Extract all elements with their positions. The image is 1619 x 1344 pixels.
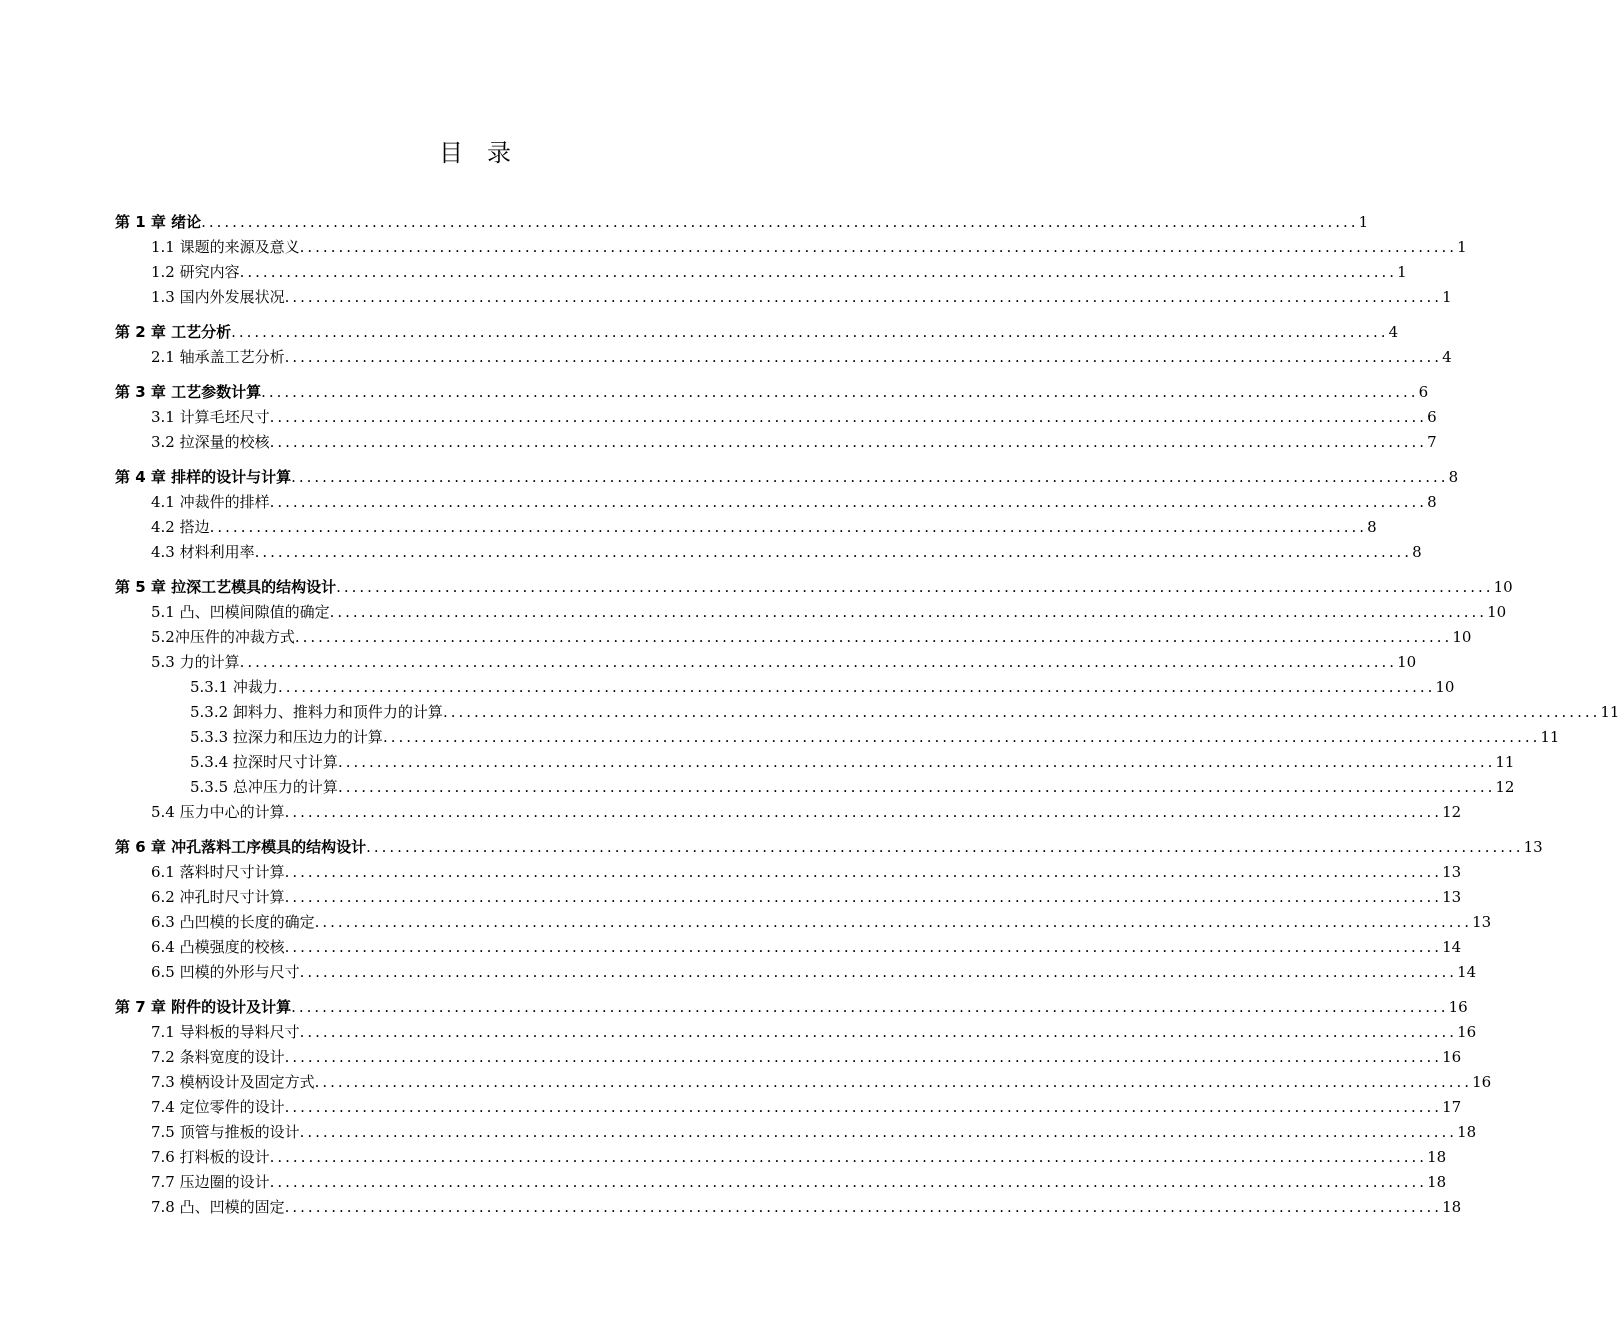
- toc-entry-5-2[interactable]: [115, 625, 1472, 650]
- toc-page-number: 13: [1523, 838, 1543, 856]
- toc-entry-5-3-2[interactable]: [115, 700, 1619, 725]
- dot-leader: .....................................................................................................................................................: [284, 863, 1443, 881]
- toc-label: 7.3 模柄设计及固定方式: [151, 1073, 315, 1091]
- dot-leader: .....................................................................................................................................................: [284, 288, 1443, 306]
- toc-label: 7.1 导料板的导料尺寸: [151, 1023, 300, 1041]
- toc-page-number: 18: [1442, 1198, 1462, 1216]
- toc-entry-5-1[interactable]: [115, 600, 1507, 625]
- dot-leader: .....................................................................................................................................................: [291, 468, 1449, 486]
- dot-leader: .....................................................................................................................................................: [201, 213, 1359, 231]
- page-title: 目 录: [439, 139, 511, 167]
- toc-entry-6-1[interactable]: [115, 860, 1462, 885]
- toc-entry-5-3-1[interactable]: [115, 675, 1455, 700]
- toc-label: 7.4 定位零件的设计: [151, 1098, 285, 1116]
- toc-page-number: 16: [1448, 998, 1468, 1016]
- toc-label: 第 5 章 拉深工艺模具的结构设计: [115, 578, 337, 596]
- dot-leader: .....................................................................................................................................................: [269, 493, 1428, 511]
- toc-label: 1.2 研究内容: [151, 263, 240, 281]
- toc-entry-chapter-5[interactable]: [115, 575, 1513, 600]
- toc-label: 3.2 拉深量的校核: [151, 433, 270, 451]
- dot-leader: .....................................................................................................................................................: [284, 938, 1443, 956]
- toc-label: 第 3 章 工艺参数计算: [115, 383, 262, 401]
- toc-page-number: 13: [1442, 863, 1462, 881]
- toc-label: 6.2 冲孔时尺寸计算: [151, 888, 285, 906]
- toc-label: 第 7 章 附件的设计及计算: [115, 998, 292, 1016]
- toc-entry-5-4[interactable]: [115, 800, 1462, 825]
- toc-label: 4.3 材料利用率: [151, 543, 255, 561]
- toc-label: 5.3.1 冲裁力: [190, 678, 278, 696]
- toc-entry-chapter-4[interactable]: [115, 465, 1459, 490]
- dot-leader: .....................................................................................................................................................: [366, 838, 1524, 856]
- toc-page-number: 4: [1442, 348, 1452, 366]
- toc-label: 5.3.2 卸料力、推料力和顶件力的计算: [190, 703, 443, 721]
- toc-entry-chapter-2[interactable]: [115, 320, 1399, 345]
- dot-leader: .....................................................................................................................................................: [239, 653, 1398, 671]
- toc-page-number: 7: [1427, 433, 1437, 451]
- toc-page-number: 16: [1442, 1048, 1462, 1066]
- toc-label: 1.1 课题的来源及意义: [151, 238, 300, 256]
- toc-label: 6.4 凸模强度的校核: [151, 938, 285, 956]
- toc-page-number: 16: [1457, 1023, 1477, 1041]
- toc-page-number: 10: [1435, 678, 1455, 696]
- toc-page-number: 16: [1472, 1073, 1492, 1091]
- toc-label: 6.3 凸凹模的长度的确定: [151, 913, 315, 931]
- toc-label: 6.1 落料时尺寸计算: [151, 863, 285, 881]
- toc-entry-7-3[interactable]: [115, 1070, 1492, 1095]
- toc-label: 5.2冲压件的冲裁方式: [151, 628, 295, 646]
- toc-label: 5.4 压力中心的计算: [151, 803, 285, 821]
- dot-leader: .....................................................................................................................................................: [284, 1048, 1443, 1066]
- toc-page-number: 6: [1418, 383, 1429, 401]
- toc-entry-4-3[interactable]: [115, 540, 1422, 565]
- toc-page-number: 14: [1442, 938, 1462, 956]
- toc-page-number: 12: [1442, 803, 1462, 821]
- toc-entry-3-1[interactable]: [115, 405, 1437, 430]
- toc-label: 7.2 条料宽度的设计: [151, 1048, 285, 1066]
- toc-page-number: 18: [1457, 1123, 1477, 1141]
- toc-page-number: 12: [1495, 778, 1515, 796]
- toc-page-number: 1: [1358, 213, 1369, 231]
- dot-leader: .....................................................................................................................................................: [291, 998, 1449, 1016]
- toc-label: 7.8 凸、凹模的固定: [151, 1198, 285, 1216]
- toc-entry-7-5[interactable]: [115, 1120, 1477, 1145]
- toc-page-number: 11: [1600, 703, 1619, 721]
- toc-entry-1-2[interactable]: [115, 260, 1407, 285]
- toc-label: 4.2 搭边: [151, 518, 210, 536]
- toc-page-number: 13: [1442, 888, 1462, 906]
- toc-label: 5.3.5 总冲压力的计算: [190, 778, 338, 796]
- toc-label: 7.7 压边圈的设计: [151, 1173, 270, 1191]
- toc-label: 3.1 计算毛坯尺寸: [151, 408, 270, 426]
- dot-leader: .....................................................................................................................................................: [269, 1173, 1428, 1191]
- dot-leader: .....................................................................................................................................................: [382, 728, 1541, 746]
- toc-label: 第 1 章 绪论: [115, 213, 202, 231]
- dot-leader: .....................................................................................................................................................: [284, 888, 1443, 906]
- toc-page-number: 17: [1442, 1098, 1462, 1116]
- dot-leader: .....................................................................................................................................................: [269, 433, 1428, 451]
- toc-entry-3-2[interactable]: [115, 430, 1437, 455]
- toc-page-number: 10: [1397, 653, 1417, 671]
- toc-entry-chapter-1[interactable]: [115, 210, 1369, 235]
- toc-entry-5-3-4[interactable]: [115, 750, 1515, 775]
- dot-leader: .....................................................................................................................................................: [284, 348, 1443, 366]
- toc-page-number: 10: [1493, 578, 1513, 596]
- dot-leader: .....................................................................................................................................................: [299, 1023, 1458, 1041]
- toc-entry-4-1[interactable]: [115, 490, 1437, 515]
- dot-leader: .....................................................................................................................................................: [336, 578, 1494, 596]
- toc-label: 7.6 打料板的设计: [151, 1148, 270, 1166]
- dot-leader: .....................................................................................................................................................: [284, 1098, 1443, 1116]
- dot-leader: .....................................................................................................................................................: [299, 1123, 1458, 1141]
- dot-leader: .....................................................................................................................................................: [314, 913, 1473, 931]
- toc-page-number: 8: [1367, 518, 1377, 536]
- dot-leader: .....................................................................................................................................................: [299, 238, 1458, 256]
- toc-page-number: 14: [1457, 963, 1477, 981]
- toc-page-number: 10: [1452, 628, 1472, 646]
- toc-label: 7.5 顶管与推板的设计: [151, 1123, 300, 1141]
- toc-entry-chapter-6[interactable]: [115, 835, 1543, 860]
- toc-entry-7-8[interactable]: [115, 1195, 1462, 1220]
- toc-entry-5-3-5[interactable]: [115, 775, 1515, 800]
- toc-entry-7-2[interactable]: [115, 1045, 1462, 1070]
- toc-label: 第 6 章 冲孔落料工序模具的结构设计: [115, 838, 367, 856]
- toc-label: 第 2 章 工艺分析: [115, 323, 232, 341]
- dot-leader: .....................................................................................................................................................: [231, 323, 1389, 341]
- toc-label: 5.3 力的计算: [151, 653, 240, 671]
- toc-page-number: 1: [1442, 288, 1452, 306]
- toc-entry-1-3[interactable]: [115, 285, 1452, 310]
- dot-leader: .....................................................................................................................................................: [261, 383, 1419, 401]
- toc-entry-6-3[interactable]: [115, 910, 1492, 935]
- dot-leader: .....................................................................................................................................................: [284, 803, 1443, 821]
- toc-page-number: 11: [1540, 728, 1560, 746]
- toc-entry-7-6[interactable]: [115, 1145, 1447, 1170]
- toc-page-number: 1: [1397, 263, 1407, 281]
- dot-leader: .....................................................................................................................................................: [329, 603, 1488, 621]
- dot-leader: .....................................................................................................................................................: [254, 543, 1413, 561]
- dot-leader: .....................................................................................................................................................: [269, 408, 1428, 426]
- toc-page-number: 18: [1427, 1173, 1447, 1191]
- dot-leader: .....................................................................................................................................................: [209, 518, 1368, 536]
- dot-leader: .....................................................................................................................................................: [269, 1148, 1428, 1166]
- toc-entry-5-3[interactable]: [115, 650, 1417, 675]
- toc-page-number: 8: [1412, 543, 1422, 561]
- toc-entry-chapter-7[interactable]: [115, 995, 1468, 1020]
- toc-label: 5.3.3 拉深力和压边力的计算: [190, 728, 383, 746]
- dot-leader: .....................................................................................................................................................: [299, 963, 1458, 981]
- dot-leader: .....................................................................................................................................................: [442, 703, 1601, 721]
- toc-label: 5.3.4 拉深时尺寸计算: [190, 753, 338, 771]
- toc-page-number: 8: [1427, 493, 1437, 511]
- dot-leader: .....................................................................................................................................................: [314, 1073, 1473, 1091]
- toc-label: 2.1 轴承盖工艺分析: [151, 348, 285, 366]
- dot-leader: .....................................................................................................................................................: [239, 263, 1398, 281]
- toc-entry-6-2[interactable]: [115, 885, 1462, 910]
- toc-page-number: 18: [1427, 1148, 1447, 1166]
- toc-entry-2-1[interactable]: [115, 345, 1452, 370]
- toc-entry-7-4[interactable]: [115, 1095, 1462, 1120]
- table-of-contents: [115, 210, 1619, 1220]
- dot-leader: .....................................................................................................................................................: [337, 753, 1496, 771]
- toc-entry-1-1[interactable]: [115, 235, 1467, 260]
- dot-leader: .....................................................................................................................................................: [294, 628, 1453, 646]
- toc-entry-7-7[interactable]: [115, 1170, 1447, 1195]
- toc-entry-7-1[interactable]: [115, 1020, 1477, 1045]
- toc-entry-4-2[interactable]: [115, 515, 1377, 540]
- toc-label: 1.3 国内外发展状况: [151, 288, 285, 306]
- dot-leader: .....................................................................................................................................................: [277, 678, 1436, 696]
- toc-page-number: 1: [1457, 238, 1467, 256]
- toc-label: 6.5 凹模的外形与尺寸: [151, 963, 300, 981]
- toc-page-number: 4: [1388, 323, 1399, 341]
- dot-leader: .....................................................................................................................................................: [284, 1198, 1443, 1216]
- toc-page-number: 10: [1487, 603, 1507, 621]
- toc-label: 第 4 章 排样的设计与计算: [115, 468, 292, 486]
- toc-entry-6-4[interactable]: [115, 935, 1462, 960]
- dot-leader: .....................................................................................................................................................: [337, 778, 1496, 796]
- toc-entry-5-3-3[interactable]: [115, 725, 1560, 750]
- toc-page-number: 13: [1472, 913, 1492, 931]
- toc-label: 5.1 凸、凹模间隙值的确定: [151, 603, 330, 621]
- toc-page-number: 6: [1427, 408, 1437, 426]
- toc-page-number: 11: [1495, 753, 1515, 771]
- toc-entry-chapter-3[interactable]: [115, 380, 1429, 405]
- toc-entry-6-5[interactable]: [115, 960, 1477, 985]
- toc-label: 4.1 冲裁件的排样: [151, 493, 270, 511]
- toc-page-number: 8: [1448, 468, 1459, 486]
